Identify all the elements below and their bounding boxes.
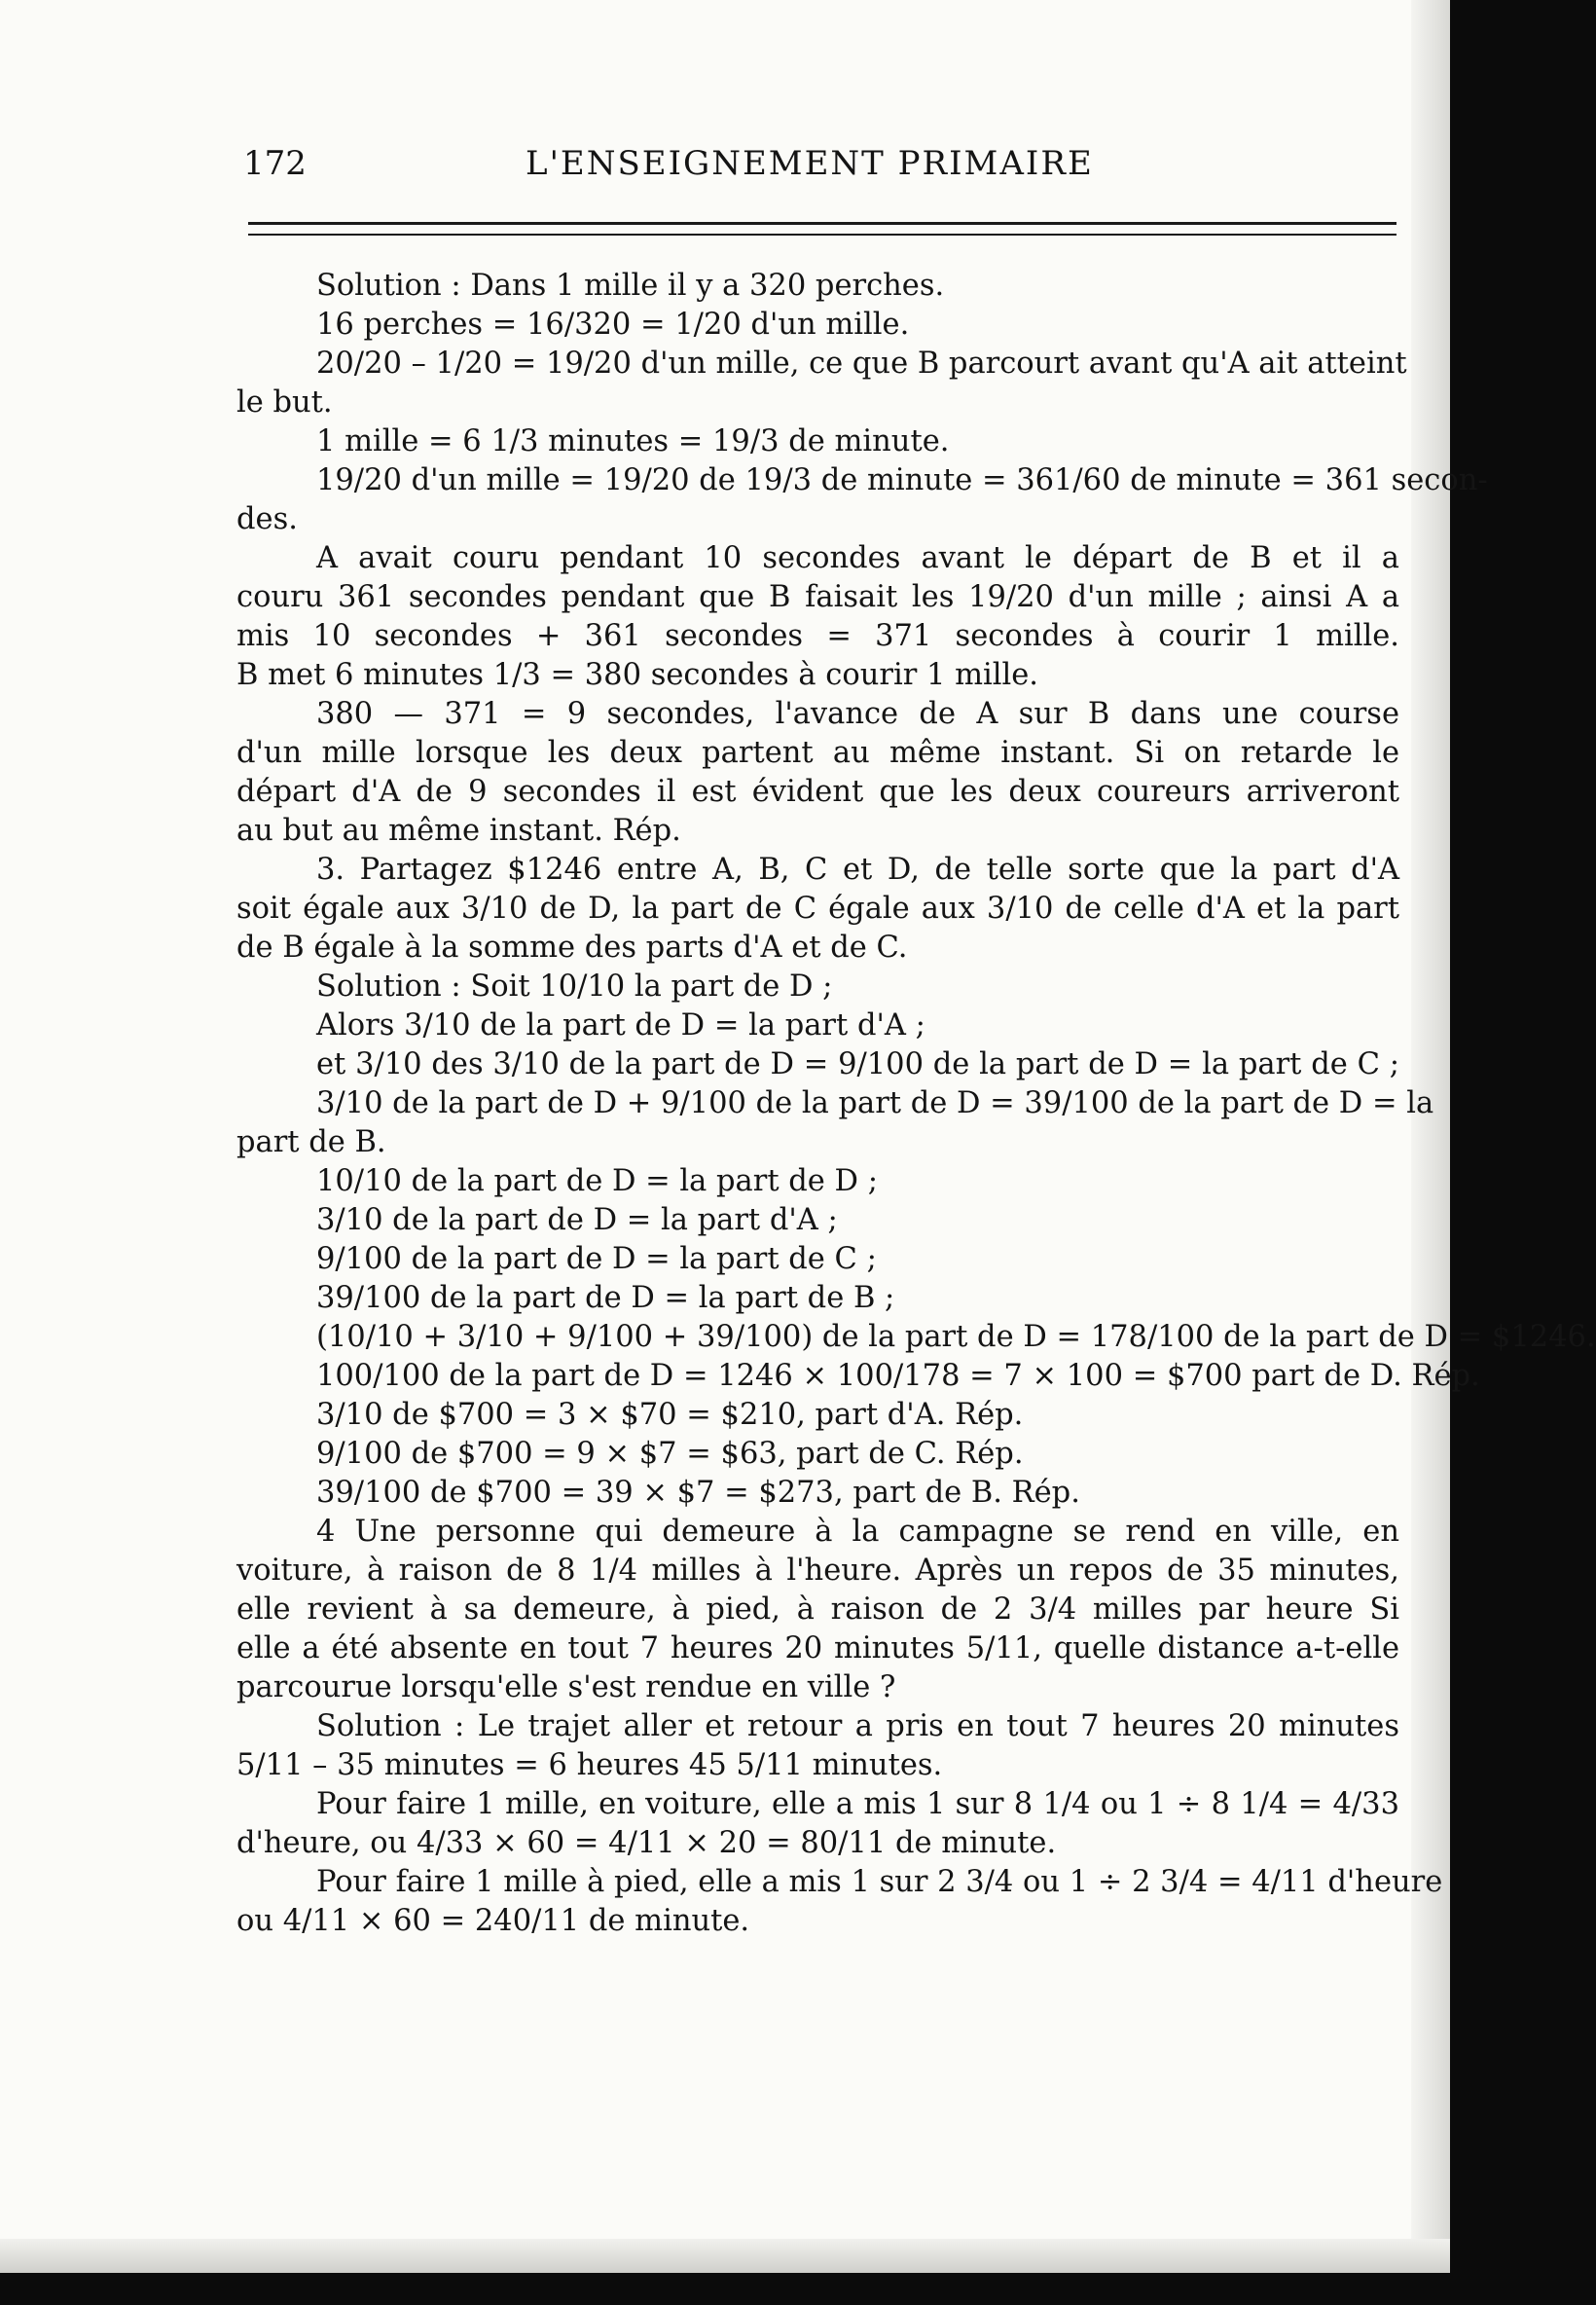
text-line: le but.	[236, 385, 333, 420]
page-body-text	[236, 267, 1596, 1941]
text-line: Pour faire 1 mille, en voiture, elle a mis 1 sur 8 1/4 ou 1 ÷ 8 1/4 = 4/33	[316, 1787, 1399, 1821]
text-line: de B égale à la somme des parts d'A et de C.	[236, 931, 908, 965]
text-line: d'un mille lorsque les deux partent au même instant. Si on retarde le	[236, 736, 1399, 770]
text-line: 3. Partagez $1246 entre A, B, C et D, de telle sorte que la part d'A	[316, 853, 1399, 887]
text-line: des.	[236, 502, 298, 536]
text-line: 380 — 371 = 9 secondes, l'avance de A sur B dans une course	[316, 697, 1399, 731]
text-line: A avait couru pendant 10 secondes avant le départ de B et il a	[316, 541, 1399, 575]
text-line: B met 6 minutes 1/3 = 380 secondes à courir 1 mille.	[236, 658, 1039, 692]
text-line: au but au même instant. Rép.	[236, 814, 681, 848]
text-line: 20/20 – 1/20 = 19/20 d'un mille, ce que B parcourt avant qu'A ait atteint	[316, 347, 1407, 381]
text-line: soit égale aux 3/10 de D, la part de C égale aux 3/10 de celle d'A et la part	[236, 892, 1399, 926]
page-header	[243, 144, 1396, 193]
text-line: elle revient à sa demeure, à pied, à raison de 2 3/4 milles par heure Si	[236, 1592, 1399, 1627]
text-line: Pour faire 1 mille à pied, elle a mis 1 sur 2 3/4 ou 1 ÷ 2 3/4 = 4/11 d'heure	[316, 1865, 1443, 1899]
running-title: L'ENSEIGNEMENT PRIMAIRE	[526, 144, 1094, 183]
text-line: 4 Une personne qui demeure à la campagne se rend en ville, en	[316, 1515, 1399, 1549]
text-line: Solution : Le trajet aller et retour a pris en tout 7 heures 20 minutes	[316, 1709, 1399, 1743]
text-line: 9/100 de la part de D = la part de C ;	[316, 1242, 877, 1276]
page-edge-shadow	[1411, 0, 1450, 2273]
text-line: couru 361 secondes pendant que B faisait les 19/20 d'un mille ; ainsi A a	[236, 580, 1399, 614]
text-line: 5/11 – 35 minutes = 6 heures 45 5/11 minutes.	[236, 1748, 943, 1782]
text-line: départ d'A de 9 secondes il est évident que les deux coureurs arriveront	[236, 775, 1399, 809]
text-line: 9/100 de $700 = 9 × $7 = $63, part de C. Rép.	[316, 1437, 1024, 1471]
text-line: elle a été absente en tout 7 heures 20 minutes 5/11, quelle distance a-t-elle	[236, 1631, 1399, 1665]
text-line: Alors 3/10 de la part de D = la part d'A ;	[316, 1008, 925, 1043]
text-line: Solution : Soit 10/10 la part de D ;	[316, 970, 833, 1004]
page-number: 172	[243, 144, 307, 183]
text-line: et 3/10 des 3/10 de la part de D = 9/100 de la part de D = la part de C ;	[316, 1047, 1399, 1081]
text-line: 39/100 de la part de D = la part de B ;	[316, 1281, 895, 1315]
text-line: d'heure, ou 4/33 × 60 = 4/11 × 20 = 80/11 de minute.	[236, 1826, 1057, 1860]
text-line: mis 10 secondes + 361 secondes = 371 secondes à courir 1 mille.	[236, 619, 1399, 653]
text-line: Solution : Dans 1 mille il y a 320 perches.	[316, 269, 945, 303]
text-line: 1 mille = 6 1/3 minutes = 19/3 de minute.	[316, 424, 950, 458]
header-rule	[248, 222, 1396, 236]
text-line: 100/100 de la part de D = 1246 × 100/178 = 7 × 100 = $700 part de D. Rép.	[316, 1359, 1480, 1393]
text-line: (10/10 + 3/10 + 9/100 + 39/100) de la part de D = 178/100 de la part de D = $1246.	[316, 1320, 1596, 1354]
text-line: 3/10 de la part de D = la part d'A ;	[316, 1203, 838, 1237]
text-line: 16 perches = 16/320 = 1/20 d'un mille.	[316, 308, 910, 342]
text-line: voiture, à raison de 8 1/4 milles à l'heure. Après un repos de 35 minutes,	[236, 1554, 1399, 1588]
page-bottom-shadow	[0, 2239, 1450, 2273]
text-line: 3/10 de $700 = 3 × $70 = $210, part d'A. Rép.	[316, 1398, 1024, 1432]
text-line: parcourue lorsqu'elle s'est rendue en ville ?	[236, 1670, 896, 1704]
text-line: ou 4/11 × 60 = 240/11 de minute.	[236, 1904, 750, 1938]
text-line: 19/20 d'un mille = 19/20 de 19/3 de minute = 361/60 de minute = 361 secon-	[316, 463, 1488, 497]
text-line: 39/100 de $700 = 39 × $7 = $273, part de B. Rép.	[316, 1476, 1080, 1510]
text-line: part de B.	[236, 1125, 386, 1159]
text-line: 10/10 de la part de D = la part de D ;	[316, 1164, 878, 1198]
text-line: 3/10 de la part de D + 9/100 de la part de D = 39/100 de la part de D = la	[316, 1086, 1434, 1120]
